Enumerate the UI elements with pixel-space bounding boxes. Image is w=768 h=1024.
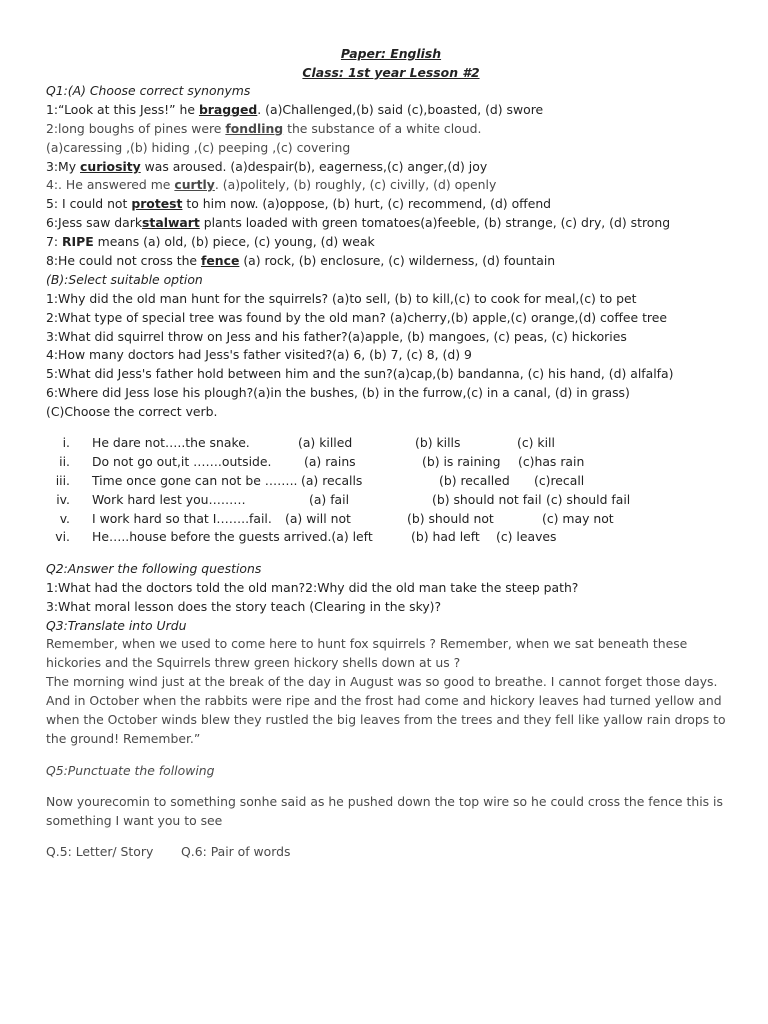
synonym-prefix: 3:My xyxy=(46,158,81,174)
synonym-keyword: bragged xyxy=(198,101,258,117)
q1b-title: (B):Select suitable option xyxy=(46,271,203,287)
synonym-options: means (a) old, (b) piece, (c) young, (d) weak xyxy=(93,234,375,250)
synonym-keyword: fence xyxy=(201,253,240,269)
worksheet xyxy=(46,44,736,861)
paper-title: Paper: English xyxy=(340,46,442,61)
verb-number: vi. xyxy=(55,529,70,545)
synonym-options: was aroused. (a)despair(b), eagerness,(c) anger,(d) joy xyxy=(140,158,488,174)
verb-option: (c) kill xyxy=(517,435,555,451)
verb-question: I work hard so that I……..fail. xyxy=(92,510,272,526)
q2-line-1: 1:What had the doctors told the old man?2:Why did the old man take the steep path? xyxy=(46,579,579,595)
synonym-keyword: curiosity xyxy=(80,158,141,174)
verb-item xyxy=(46,472,736,491)
q3-title: Q3:Translate into Urdu xyxy=(46,617,187,633)
verb-option: (c) leaves xyxy=(496,529,557,545)
verb-item xyxy=(46,453,736,472)
q2-title: Q2:Answer the following questions xyxy=(46,560,262,576)
verb-option: (a) fail xyxy=(309,491,350,507)
synonym-item xyxy=(46,252,736,271)
synonym-prefix: (a)caressing ,(b) hiding ,(c) peeping ,(c) covering xyxy=(46,139,351,155)
q3-paragraph-2: The morning wind just at the break of the day in August was so good to breathe. I cannot forget those days. And in October when the rabbits were ripe and the frost had come and hickory leaves had turned yellow and when the October winds blew they rustled the big leaves from the trees and they fell like yallow rain drops to the ground! Remember.” xyxy=(46,674,726,746)
synonym-prefix: 7: xyxy=(46,234,62,250)
verb-option: (c)recall xyxy=(534,472,585,488)
synonym-item xyxy=(46,139,736,158)
footer-pair-of-words: Q.6: Pair of words xyxy=(181,843,291,859)
synonym-item xyxy=(46,176,736,195)
verb-item xyxy=(46,510,736,529)
synonym-item xyxy=(46,120,736,139)
synonym-prefix: 8:He could not cross the xyxy=(46,253,201,269)
verb-question: Time once gone can not be …….. xyxy=(92,472,298,488)
option-item: 2:What type of special tree was found by the old man? (a)cherry,(b) apple,(c) orange,(d) coffee tree xyxy=(46,309,668,325)
synonym-item xyxy=(46,233,736,252)
synonym-options: to him now. (a)oppose, (b) hurt, (c) recommend, (d) offend xyxy=(182,196,552,212)
synonym-item xyxy=(46,195,736,214)
class-title: Class: 1st year Lesson #2 xyxy=(302,65,480,80)
synonym-item xyxy=(46,214,736,233)
verb-number: iii. xyxy=(55,472,70,488)
verb-option: (a) rains xyxy=(304,453,356,469)
verb-item xyxy=(46,528,736,547)
synonym-options: . (a)politely, (b) roughly, (c) civilly, (d) openly xyxy=(214,177,497,193)
verb-option: (b) recalled xyxy=(439,472,510,488)
q1a-title: Q1:(A) Choose correct synonyms xyxy=(46,83,251,98)
option-item: 6:Where did Jess lose his plough?(a)in the bushes, (b) in the furrow,(c) in a canal, (d) in grass) xyxy=(46,385,630,401)
verb-item xyxy=(46,434,736,453)
q5-text: Now yourecomin to something sonhe said as he pushed down the top wire so he could cross the fence this is something I want you to see xyxy=(46,793,723,828)
verb-option: (b) should not fail xyxy=(432,491,542,507)
synonym-keyword: fondling xyxy=(225,120,284,136)
synonym-prefix: 4:. He answered me xyxy=(46,177,175,193)
synonym-options: plants loaded with green tomatoes(a)feeble, (b) strange, (c) dry, (d) strong xyxy=(199,215,671,231)
synonym-options: . (a)Challenged,(b) said (c),boasted, (d) swore xyxy=(257,101,544,117)
verb-option: (c)has rain xyxy=(518,453,585,469)
synonym-keyword: stalwart xyxy=(142,215,200,231)
verb-number: ii. xyxy=(59,453,70,469)
verb-number: v. xyxy=(59,510,70,526)
q2-line-2: 3:What moral lesson does the story teach (Clearing in the sky)? xyxy=(46,598,442,614)
q1b-list xyxy=(46,290,736,403)
verb-option: (b) had left xyxy=(411,529,480,545)
verb-option: (a) killed xyxy=(298,435,353,451)
verb-option: (a) will not xyxy=(285,510,351,526)
footer-row xyxy=(46,843,736,862)
verb-option: (b) is raining xyxy=(422,453,501,469)
synonym-item xyxy=(46,101,736,120)
q1c-title: (C)Choose the correct verb. xyxy=(46,404,218,420)
option-item: 1:Why did the old man hunt for the squirrels? (a)to sell, (b) to kill,(c) to cook for meal,(c) to pet xyxy=(46,290,637,306)
synonym-prefix: 5: I could not xyxy=(46,196,132,212)
option-item: 3:What did squirrel throw on Jess and his father?(a)apple, (b) mangoes, (c) peas, (c) hickories xyxy=(46,328,627,344)
synonym-prefix: 1:“Look at this Jess!” he xyxy=(46,101,199,117)
footer-letter-story: Q.5: Letter/ Story xyxy=(46,843,154,859)
synonym-keyword: protest xyxy=(131,196,183,212)
option-item: 4:How many doctors had Jess's father visited?(a) 6, (b) 7, (c) 8, (d) 9 xyxy=(46,347,472,363)
verb-item xyxy=(46,491,736,510)
synonym-options: the substance of a white cloud. xyxy=(283,120,482,136)
verb-option: (c) may not xyxy=(542,510,614,526)
option-item: 5:What did Jess's father hold between him and the sun?(a)cap,(b) bandanna, (c) his hand, (d) alfalfa) xyxy=(46,366,674,382)
verb-option: (b) should not xyxy=(407,510,494,526)
verb-number: i. xyxy=(62,435,70,451)
synonym-keyword: RIPE xyxy=(62,234,94,250)
q5-title: Q5:Punctuate the following xyxy=(46,762,215,778)
verb-number: iv. xyxy=(56,491,70,507)
verb-question: He…..house before the guests arrived.(a) left xyxy=(92,529,373,545)
synonym-options: (a) rock, (b) enclosure, (c) wilderness, (d) fountain xyxy=(239,253,556,269)
verb-question: Do not go out,it …….outside. xyxy=(92,453,272,469)
verb-question: He dare not…..the snake. xyxy=(92,435,250,451)
verb-option: (a) recalls xyxy=(301,472,363,488)
q1a-list xyxy=(46,101,736,271)
q3-paragraph-1: Remember, when we used to come here to hunt fox squirrels ? Remember, when we sat beneath these hickories and the Squirrels threw green hickory shells down at us ? xyxy=(46,636,688,671)
verb-option: (c) should fail xyxy=(546,491,631,507)
synonym-item xyxy=(46,158,736,177)
synonym-prefix: 2:long boughs of pines were xyxy=(46,120,226,136)
synonym-keyword: curtly xyxy=(174,177,215,193)
verb-question: Work hard lest you……… xyxy=(92,491,246,507)
verb-option: (b) kills xyxy=(415,435,461,451)
q1c-list xyxy=(46,434,736,547)
synonym-prefix: 6:Jess saw dark xyxy=(46,215,143,231)
